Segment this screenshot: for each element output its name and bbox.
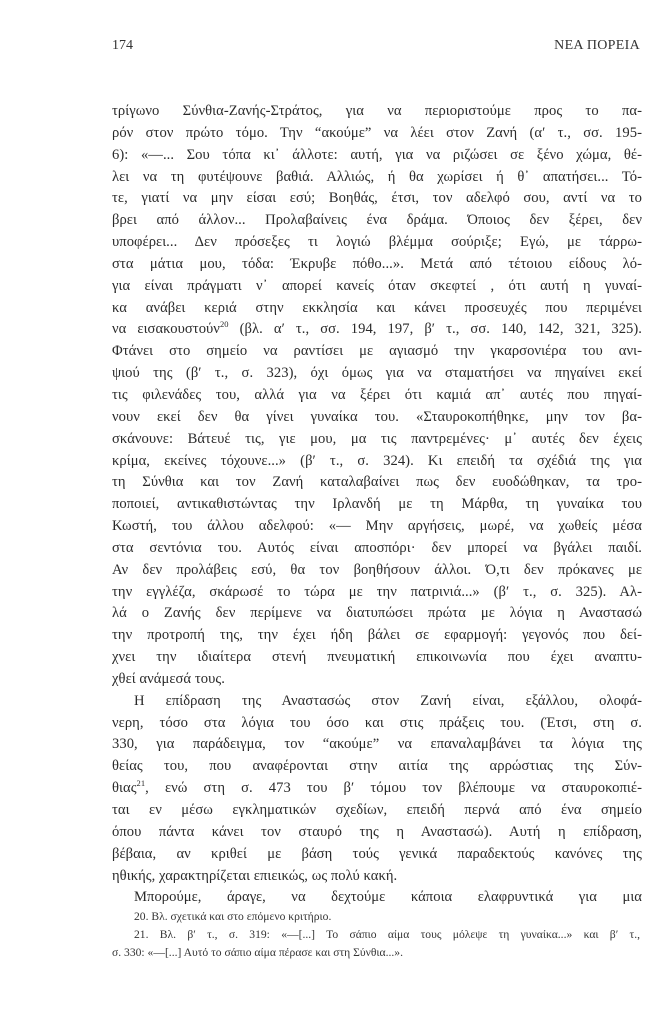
text-line: τη Σύνθια και τον Ζανή καταλαβαίνει πως δεν ευοδώθηκαν, τα τρο-: [112, 474, 642, 491]
footnote-ref-20[interactable]: 20: [219, 319, 229, 330]
text-line: ηθικής, χαρακτηρίζεται επιεικώς, ως πολύ κακή.: [112, 867, 398, 884]
footnote-21-line-1: 21. Βλ. β′ τ., σ. 319: «—[...] Το σάπιο αίμα τους μόλεψε τη γυναίκα...» και β′ τ.,: [134, 928, 640, 941]
page-number: 174: [112, 38, 133, 53]
text-line: βρει από άλλον... Προλαβαίνεις ένα δράμα. Όποιος δεν ξέρει, δεν: [112, 212, 642, 229]
text-line: θείας του, που αναφέρονται στην αιτία της αρρώστιας της Σύν-: [112, 758, 642, 775]
text-line: όπου πάντα κάνει τον σταυρό της η Αναστασώ). Αυτή η επίδραση,: [112, 823, 642, 840]
text-line: Αν δεν προλάβεις εσύ, θα τον βοηθήσουν άλλοι. Ό,τι δεν πρόκανες με: [112, 561, 642, 578]
text-line: ται εν μέσω εγκληματικών σχεδίων, επειδή περνά από ένα σημείο: [112, 802, 642, 818]
text-line: χνει την ιδιαίτερα στενή πνευματική επικοινωνία που έχει αναπτυ-: [112, 649, 642, 666]
text-line: ποποιεί, αντικαθιστώντας την Ιρλανδή με τη Μάρθα, τη γυναίκα του: [112, 496, 642, 513]
body-text: [112, 101, 642, 909]
text-line: νουν εκεί δεν θα γίνει γυναίκα του. «Σταυροκοπήθηκε, μην τον βα-: [112, 408, 642, 425]
footnote-ref-21[interactable]: 21: [136, 778, 146, 789]
text-line: ρόν στον πρώτο τόμο. Την “ακούμε” να λέει στον Ζανή (α′ τ., σσ. 195-: [112, 124, 642, 141]
text-line-footnote-21: [112, 778, 642, 800]
text-line: στα μάτια μου, τόδα: Έκρυβε πόθο...». Μετά από τέτοιου είδους λό-: [112, 255, 642, 272]
text-line: 6): «—... Σου τόπα κι᾽ άλλοτε: αυτή, για να ριζώσει σε ξένο χώμα, θέ-: [112, 146, 642, 163]
text-line: υποφέρει... Δεν πρόσεξες τι λογιώ βλέμμα σούριξε; Εγώ, με τάρρω-: [112, 234, 642, 251]
text-line: λά ο Ζανής δεν περίμενε να διατυπώσει πρώτα με λόγια η Αναστασώ: [112, 605, 642, 622]
footnote-20: 20. Βλ. σχετικά και στο επόμενο κριτήριο.: [134, 910, 332, 923]
text-line: ψιού της (β′ τ., σ. 323), όχι όμως για να σταματήσει να πηγαίνει εκεί: [112, 365, 642, 382]
page-header: [112, 38, 640, 60]
footnote-21-line-2: σ. 330: «—[...] Αυτό το σάπιο αίμα πέρασε και στη Σύνθια...».: [112, 946, 403, 959]
text-line: χθεί ανάμεσά τους.: [112, 670, 225, 687]
footnotes: [112, 908, 640, 962]
text-fragment: , ενώ στη σ. 473 του β′ τόμου τον βλέπουμε να σταυροκοπιέ-: [145, 780, 642, 797]
text-line: Φτάνει στο σημείο να ραντίσει με αγιασμό την γκαρσονιέρα του ανι-: [112, 343, 642, 360]
text-line: σκάνουνε: Βάτευέ τις, γιε μου, μα τις παντρεμένες· μ᾽ αυτές δεν έχεις: [112, 430, 642, 447]
text-line: λει να τη φυτέψουνε βαθιά. Αλλιώς, ή θα χωρίσει ή θ᾽ απατήσει... Τό-: [112, 168, 642, 185]
text-line: κρίμα, εκείνες τόχουνε...» (β′ τ., σ. 324). Κι επειδή τα σχέδιά της για: [112, 452, 642, 469]
text-line: τις φιλενάδες του, αλλά για να ξέρει ότι καμιά απ᾽ αυτές που πηγαί-: [112, 386, 642, 403]
text-fragment: (βλ. α′ τ., σσ. 194, 197, β′ τ., σσ. 140, 142, 321, 325).: [228, 321, 642, 338]
text-line: Κωστή, του άλλου αδελφού: «— Μην αργήσεις, μωρέ, να χωθείς μέσα: [112, 518, 642, 535]
text-line: 330, για παράδειγμα, τον “ακούμε” να επαναλαμβάνει τα λόγια της: [112, 736, 642, 753]
paragraph-3-first-line: Μπορούμε, άραγε, να δεχτούμε κάποια ελαφρυντικά για μια: [134, 889, 642, 906]
text-line: νερη, τόσο στα λόγια του όσο και στις πράξεις του. (Έτσι, στη σ.: [112, 714, 642, 731]
text-line: κα ανάβει κεριά στην εκκλησία και κάνει προσευχές που περιμένει: [112, 299, 642, 316]
text-line: τε, γιατί να μην είσαι εσύ; Βοηθάς, έτσι, τον αδελφό σου, αντί να το: [112, 190, 642, 207]
paragraph-2-first-line: Η επίδραση της Αναστασώς στον Ζανή είναι, εξάλλου, ολοφά-: [134, 692, 642, 709]
running-title: ΝΕΑ ΠΟΡΕΙΑ: [554, 38, 640, 53]
text-line-footnote-20: [112, 319, 642, 341]
text-line: την προτροπή της, την έχει ήδη βάλει σε εφαρμογή: γεγονός που δεί-: [112, 627, 642, 644]
text-fragment: να εισακουστούν: [112, 321, 220, 338]
text-fragment: θιας: [112, 780, 137, 797]
text-line: την εγγλέζα, σκάρωσέ το τώρα με την πατρινιά...» (β′ τ., σ. 325). Αλ-: [112, 583, 642, 600]
text-line: για είναι πράγματι ν᾽ απορεί κανείς όταν σκεφτεί , ότι αυτή η γυναί-: [112, 277, 642, 294]
text-line: τρίγωνο Σύνθια-Ζανής-Στράτος, για να περιοριστούμε προς το πα-: [112, 103, 642, 119]
text-line: βέβαια, αν κριθεί με βάση τούς γενικά παραδεκτούς κανόνες της: [112, 845, 642, 862]
text-line: στα σεντόνια του. Αυτός είναι αποσπόρι· δεν μπορεί να βγάλει παιδί.: [112, 539, 642, 556]
